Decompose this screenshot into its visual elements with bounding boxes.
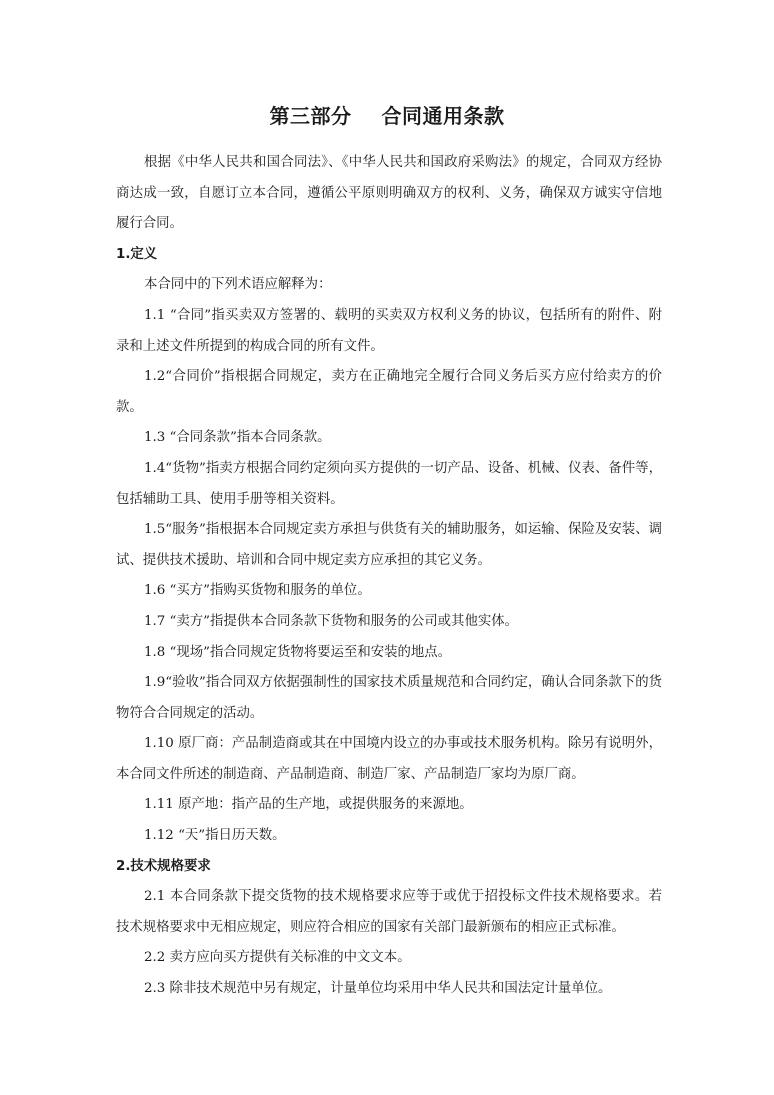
spec-item: 2.3 除非技术规范中另有规定，计量单位均采用中华人民共和国法定计量单位。: [144, 981, 612, 997]
definition-item: 1.2“合同价”指根据合同规定，卖方在正确地完全履行合同义务后买方应付给卖方的价款。: [116, 369, 662, 415]
spec-item: 2.2 卖方应向买方提供有关标准的中文文本。: [144, 950, 411, 966]
definition-item: 1.9“验收”指合同双方依据强制性的国家技术质量规范和合同约定，确认合同条款下的货物符合合同规定的活动。: [116, 675, 662, 721]
definition-item: 1.5“服务”指根据本合同规定卖方承担与供货有关的辅助服务，如运输、保险及安装、调试、提供技术援助、培训和合同中规定卖方应承担的其它义务。: [116, 522, 662, 568]
definition-item: 1.7 “卖方”指提供本合同条款下货物和服务的公司或其他实体。: [144, 613, 519, 629]
intro-paragraph: 根据《中华人民共和国合同法》、《中华人民共和国政府采购法》的规定，合同双方经协商达成一致，自愿订立本合同，遵循公平原则明确双方的权利、义务，确保双方诚实守信地履行合同。: [116, 155, 662, 232]
definitions-lead: 本合同中的下列术语应解释为：: [144, 277, 332, 293]
title-part: 第三部分: [269, 104, 352, 128]
definition-item: 1.8 “现场”指合同规定货物将要运至和安装的地点。: [144, 644, 452, 660]
definition-item: 1.6 “买方”指购买货物和服务的单位。: [144, 583, 371, 599]
spec-item: 2.1 本合同条款下提交货物的技术规格要求应等于或优于招投标文件技术规格要求。若技术规格要求中无相应规定，则应符合相应的国家有关部门最新颁布的相应正式标准。: [116, 889, 662, 935]
title-text: 合同通用条款: [381, 104, 505, 128]
section-heading-definitions: 1.定义: [116, 246, 158, 262]
document-title: [0, 103, 774, 129]
document-body: [116, 148, 662, 1005]
definition-item: 1.10 原厂商：产品制造商或其在中国境内设立的办事或技术服务机构。除另有说明外，本合同文件所述的制造商、产品制造商、制造厂家、产品制造厂家均为原厂商。: [116, 736, 662, 782]
section-heading-technical-specs: 2.技术规格要求: [116, 858, 211, 874]
definition-item: 1.11 原产地：指产品的生产地，或提供服务的来源地。: [144, 797, 473, 813]
definition-item: 1.3 “合同条款”指本合同条款。: [144, 430, 331, 446]
definition-item: 1.1 “合同”指买卖双方签署的、载明的买卖双方权利义务的协议，包括所有的附件、附录和上述文件所提到的构成合同的所有文件。: [116, 307, 662, 354]
definition-item: 1.4“货物”指卖方根据合同约定须向买方提供的一切产品、设备、机械、仪表、备件等，包括辅助工具、使用手册等相关资料。: [116, 460, 662, 507]
definition-item: 1.12 “天”指日历天数。: [144, 828, 286, 844]
